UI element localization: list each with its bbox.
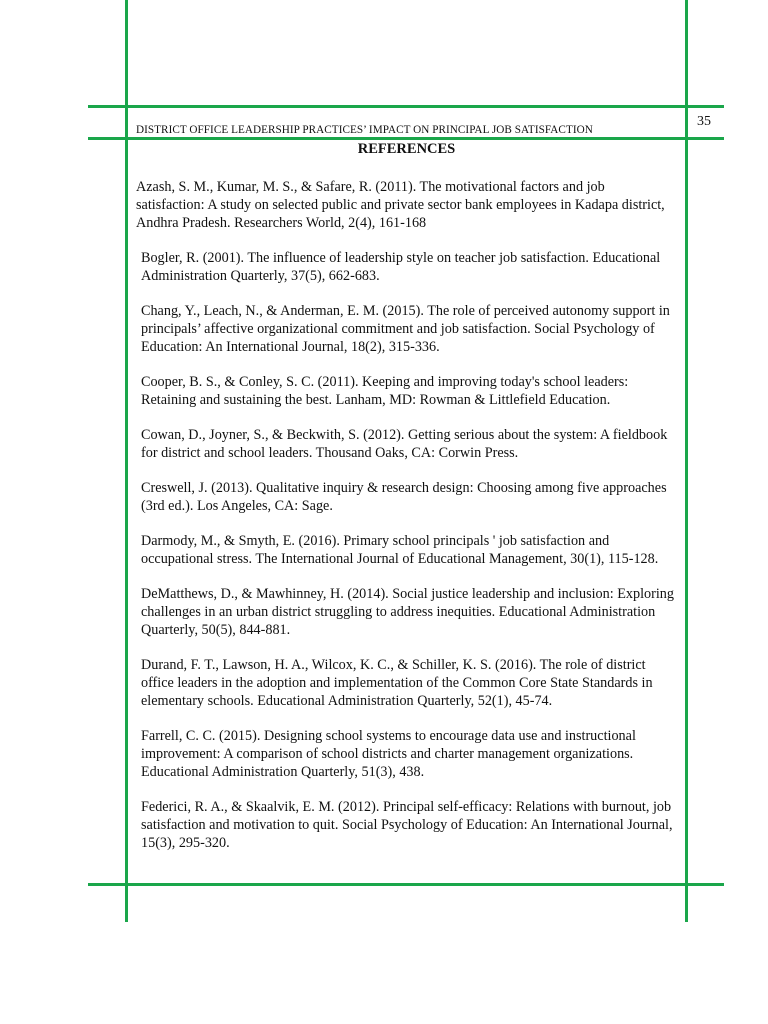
reference-entry: Darmody, M., & Smyth, E. (2016). Primary school principals ' job satisfaction and occupational stress. The International Journal of Educational Management, 30(1), 115-128. <box>141 533 659 567</box>
header-bottom-rule <box>88 137 724 140</box>
reference-entry: Chang, Y., Leach, N., & Anderman, E. M. (2015). The role of perceived autonomy support in principals’ affective organizational commitment and job satisfaction. Social Psychology of Education: An International Journal, 18(2), 315-336. <box>141 303 670 355</box>
reference-entry: Federici, R. A., & Skaalvik, E. M. (2012). Principal self-efficacy: Relations with burnout, job satisfaction and motivation to quit. Social Psychology of Education: An International Journal, 15(3), 295-320. <box>141 799 673 851</box>
reference-entry: DeMatthews, D., & Mawhinney, H. (2014). Social justice leadership and inclusion: Exploring challenges in an urban district struggling to address inequities. Educational Administration Quarterly, 50(5), 844-881. <box>141 586 674 638</box>
reference-entry: Farrell, C. C. (2015). Designing school systems to encourage data use and instructional improvement: A comparison of school districts and charter management organizations. Educational Administration Quarterly, 51(3), 438. <box>141 728 636 780</box>
page-number: 35 <box>697 114 711 129</box>
reference-entry: Cooper, B. S., & Conley, S. C. (2011). Keeping and improving today's school leaders: Retaining and sustaining the best. Lanham, MD: Rowman & Littlefield Education. <box>141 374 629 408</box>
reference-entry: Azash, S. M., Kumar, M. S., & Safare, R. (2011). The motivational factors and job satisfaction: A study on selected public and private sector bank employees in Kadapa district, Andhra Pradesh. Researchers World, 2(4), 161-168 <box>136 179 665 231</box>
page-title: REFERENCES <box>357 141 456 157</box>
reference-entry: Durand, F. T., Lawson, H. A., Wilcox, K. C., & Schiller, K. S. (2016). The role of district office leaders in the adoption and implementation of the Common Core State Standards in elementary schools. Educational Administration Quarterly, 52(1), 45-74. <box>141 657 653 709</box>
reference-entry: Cowan, D., Joyner, S., & Beckwith, S. (2012). Getting serious about the system: A fieldbook for district and school leaders. Thousand Oaks, CA: Corwin Press. <box>141 427 668 461</box>
footer-rule <box>88 883 724 886</box>
header-top-rule <box>88 105 724 108</box>
reference-entry: Creswell, J. (2013). Qualitative inquiry & research design: Choosing among five approaches (3rd ed.). Los Angeles, CA: Sage. <box>141 480 667 514</box>
running-head: DISTRICT OFFICE LEADERSHIP PRACTICES’ IMPACT ON PRINCIPAL JOB SATISFACTION <box>136 124 593 136</box>
reference-entry: Bogler, R. (2001). The influence of leadership style on teacher job satisfaction. Educational Administration Quarterly, 37(5), 662-683. <box>141 250 661 284</box>
reference-list <box>136 178 676 869</box>
